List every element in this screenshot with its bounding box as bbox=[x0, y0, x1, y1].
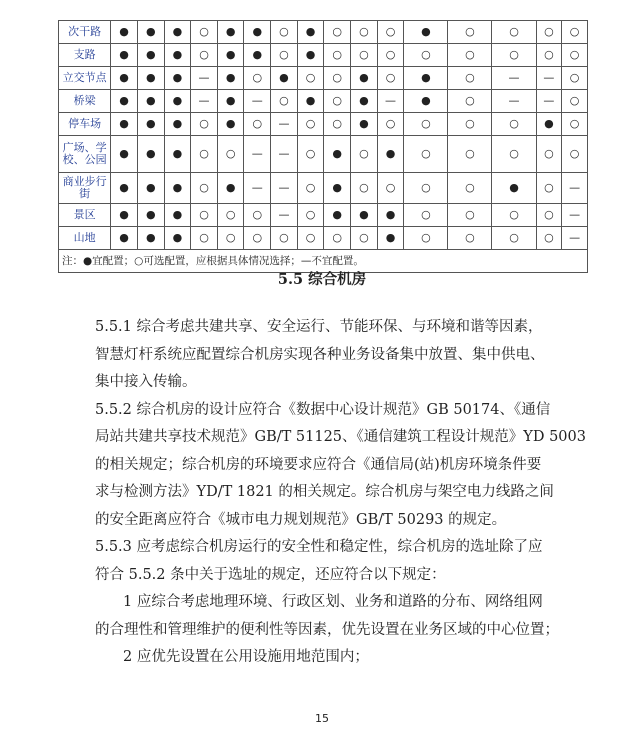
para-line: 1 应综合考虑地理环境、行政区划、业务和道路的分布、网络组网 bbox=[123, 594, 543, 610]
table-cell: ● bbox=[244, 21, 271, 44]
table-cell: ● bbox=[111, 227, 138, 250]
row-label: 支路 bbox=[59, 44, 111, 67]
table-cell: ● bbox=[377, 204, 404, 227]
row-label: 广场、学校、公园 bbox=[59, 136, 111, 173]
table-cell: ○ bbox=[297, 67, 324, 90]
para-line: 求与检测方法》YD/T 1821 的相关规定。综合机房与架空电力线路之间 bbox=[95, 484, 554, 500]
table-cell: ○ bbox=[404, 173, 448, 204]
table-cell: ○ bbox=[217, 204, 244, 227]
table-cell: ● bbox=[351, 67, 378, 90]
table-cell: ○ bbox=[492, 204, 536, 227]
table-cell: ● bbox=[111, 173, 138, 204]
table-cell: ● bbox=[137, 136, 164, 173]
table-cell: ○ bbox=[404, 136, 448, 173]
para-line: 集中接入传输。 bbox=[95, 374, 197, 390]
table-cell: — bbox=[271, 136, 298, 173]
table-cell: ○ bbox=[324, 67, 351, 90]
table-cell: ○ bbox=[536, 204, 562, 227]
table-cell: ● bbox=[137, 44, 164, 67]
table-cell: ○ bbox=[271, 90, 298, 113]
table-cell: ● bbox=[404, 90, 448, 113]
table-cell: ○ bbox=[448, 44, 492, 67]
row-label: 次干路 bbox=[59, 21, 111, 44]
table-cell: ○ bbox=[324, 113, 351, 136]
table-cell: ● bbox=[244, 44, 271, 67]
table-cell: ○ bbox=[324, 44, 351, 67]
table-cell: ● bbox=[111, 21, 138, 44]
table-cell: ● bbox=[217, 90, 244, 113]
table-cell: ● bbox=[324, 136, 351, 173]
table-cell: ● bbox=[164, 44, 191, 67]
table-cell: ○ bbox=[562, 113, 588, 136]
table-cell: — bbox=[492, 67, 536, 90]
table-cell: ○ bbox=[271, 21, 298, 44]
table-cell: ○ bbox=[377, 67, 404, 90]
table-cell: ○ bbox=[191, 44, 218, 67]
table-cell: ○ bbox=[191, 204, 218, 227]
para-line: 5.5.1 综合考虑共建共享、安全运行、节能环保、与环境和谐等因素， bbox=[95, 319, 543, 335]
table-cell: — bbox=[536, 90, 562, 113]
table-cell: ○ bbox=[244, 67, 271, 90]
table-cell: ○ bbox=[562, 136, 588, 173]
table-cell: ● bbox=[164, 227, 191, 250]
table-cell: — bbox=[191, 90, 218, 113]
table-cell: ○ bbox=[404, 44, 448, 67]
table-cell: ● bbox=[351, 90, 378, 113]
table-cell: ● bbox=[111, 113, 138, 136]
table-cell: ○ bbox=[377, 21, 404, 44]
table-cell: ○ bbox=[536, 136, 562, 173]
table-cell: ● bbox=[137, 113, 164, 136]
table-cell: — bbox=[191, 67, 218, 90]
table-cell: ○ bbox=[562, 44, 588, 67]
table-cell: ○ bbox=[448, 21, 492, 44]
table-cell: ● bbox=[217, 44, 244, 67]
table-cell: ○ bbox=[448, 90, 492, 113]
table-cell: ● bbox=[164, 90, 191, 113]
row-label: 景区 bbox=[59, 204, 111, 227]
table-cell: — bbox=[377, 90, 404, 113]
table-cell: ● bbox=[137, 67, 164, 90]
table-cell: — bbox=[562, 173, 588, 204]
table-cell: ○ bbox=[448, 227, 492, 250]
table-cell: ● bbox=[324, 173, 351, 204]
para-line: 的合理性和管理维护的便利性等因素，优先设置在业务区域的中心位置； bbox=[95, 621, 559, 638]
table-cell: ○ bbox=[448, 113, 492, 136]
table-cell: ○ bbox=[377, 44, 404, 67]
table-cell: — bbox=[271, 173, 298, 204]
table-cell: ○ bbox=[562, 90, 588, 113]
para-line: 智慧灯杆系统应配置综合机房实现各种业务设备集中放置、集中供电、 bbox=[95, 346, 545, 363]
table-cell: ○ bbox=[271, 227, 298, 250]
table-cell: ● bbox=[111, 44, 138, 67]
table-cell: ● bbox=[324, 204, 351, 227]
table-cell: ○ bbox=[297, 227, 324, 250]
table-cell: ● bbox=[137, 204, 164, 227]
configuration-table bbox=[58, 20, 588, 273]
table-cell: ○ bbox=[404, 113, 448, 136]
table-cell: ● bbox=[297, 44, 324, 67]
table-cell: ● bbox=[111, 67, 138, 90]
table-cell: ○ bbox=[217, 136, 244, 173]
table-cell: ● bbox=[536, 113, 562, 136]
table-cell: ● bbox=[297, 21, 324, 44]
row-label: 商业步行街 bbox=[59, 173, 111, 204]
table-cell: ● bbox=[164, 204, 191, 227]
table-row bbox=[59, 136, 588, 173]
row-label: 桥梁 bbox=[59, 90, 111, 113]
table-row bbox=[59, 67, 588, 90]
table-cell: ○ bbox=[191, 21, 218, 44]
table-cell: ○ bbox=[324, 227, 351, 250]
table-cell: ○ bbox=[297, 113, 324, 136]
table-cell: ● bbox=[351, 204, 378, 227]
para-line: 的相关规定；综合机房的环境要求应符合《通信局(站)机房环境条件要 bbox=[95, 456, 542, 473]
table-cell: ○ bbox=[404, 204, 448, 227]
table-row bbox=[59, 44, 588, 67]
table-cell: ○ bbox=[244, 204, 271, 227]
table-cell: ○ bbox=[191, 227, 218, 250]
table-row bbox=[59, 113, 588, 136]
table-cell: ○ bbox=[351, 136, 378, 173]
table-cell: ○ bbox=[191, 113, 218, 136]
table-cell: ● bbox=[217, 67, 244, 90]
table-cell: ● bbox=[164, 173, 191, 204]
table-cell: ○ bbox=[244, 227, 271, 250]
table-cell: ○ bbox=[351, 227, 378, 250]
table-cell: ○ bbox=[324, 90, 351, 113]
table-cell: ○ bbox=[536, 21, 562, 44]
table-cell: ○ bbox=[351, 173, 378, 204]
table-cell: ○ bbox=[448, 173, 492, 204]
table-cell: ○ bbox=[297, 136, 324, 173]
table-cell: ● bbox=[217, 113, 244, 136]
table-cell: ● bbox=[404, 21, 448, 44]
table-cell: — bbox=[492, 90, 536, 113]
table-cell: ● bbox=[164, 67, 191, 90]
table-row bbox=[59, 90, 588, 113]
table-cell: — bbox=[271, 113, 298, 136]
table-cell: ● bbox=[111, 90, 138, 113]
table-body bbox=[59, 21, 588, 273]
table-cell: ○ bbox=[244, 113, 271, 136]
para-line: 局站共建共享技术规范》GB/T 51125、《通信建筑工程设计规范》YD 5003 bbox=[95, 429, 586, 445]
table-cell: ● bbox=[377, 227, 404, 250]
table-cell: ○ bbox=[404, 227, 448, 250]
table-cell: ○ bbox=[536, 44, 562, 67]
page-number: 15 bbox=[315, 712, 329, 725]
table-cell: ○ bbox=[217, 227, 244, 250]
table-cell: ○ bbox=[536, 227, 562, 250]
table-cell: ○ bbox=[297, 173, 324, 204]
table-cell: — bbox=[562, 227, 588, 250]
table-cell: ● bbox=[164, 21, 191, 44]
table-cell: ● bbox=[137, 21, 164, 44]
table-cell: ○ bbox=[271, 44, 298, 67]
table-cell: — bbox=[244, 136, 271, 173]
table-cell: — bbox=[244, 173, 271, 204]
table-cell: ● bbox=[217, 173, 244, 204]
table-cell: ● bbox=[404, 67, 448, 90]
table-cell: ● bbox=[492, 173, 536, 204]
table-cell: — bbox=[536, 67, 562, 90]
table-cell: ○ bbox=[448, 67, 492, 90]
table-cell: ○ bbox=[351, 21, 378, 44]
table-cell: ● bbox=[164, 136, 191, 173]
table-cell: ● bbox=[351, 113, 378, 136]
table-cell: ○ bbox=[562, 21, 588, 44]
table-cell: ● bbox=[377, 136, 404, 173]
table-cell: ○ bbox=[377, 113, 404, 136]
table-cell: — bbox=[562, 204, 588, 227]
table-cell: ○ bbox=[324, 21, 351, 44]
table-cell: — bbox=[271, 204, 298, 227]
table-cell: ○ bbox=[492, 136, 536, 173]
table-note: 注：●宜配置；○可选配置，应根据具体情况选择；—不宜配置。 bbox=[59, 250, 588, 273]
table-cell: ● bbox=[297, 90, 324, 113]
row-label: 山地 bbox=[59, 227, 111, 250]
table-cell: ○ bbox=[492, 44, 536, 67]
table-row bbox=[59, 21, 588, 44]
para-line: 的安全距离应符合《城市电力规划规范》GB/T 50293 的规定。 bbox=[95, 511, 507, 528]
table-cell: ○ bbox=[492, 113, 536, 136]
para-line: 5.5.2 综合机房的设计应符合《数据中心设计规范》GB 50174、《通信 bbox=[95, 401, 551, 418]
table-cell: — bbox=[244, 90, 271, 113]
table-row bbox=[59, 204, 588, 227]
para-line: 5.5.3 应考虑综合机房运行的安全性和稳定性，综合机房的选址除了应 bbox=[95, 539, 543, 555]
table-row bbox=[59, 173, 588, 204]
table-cell: ○ bbox=[351, 44, 378, 67]
table-cell: ○ bbox=[377, 173, 404, 204]
table-cell: ● bbox=[164, 113, 191, 136]
table-cell: ○ bbox=[448, 204, 492, 227]
table-cell: ● bbox=[217, 21, 244, 44]
table-cell: ○ bbox=[492, 227, 536, 250]
table-cell: ○ bbox=[562, 67, 588, 90]
table-cell: ○ bbox=[191, 136, 218, 173]
row-label: 立交节点 bbox=[59, 67, 111, 90]
section-title: 5.5 综合机房 bbox=[277, 271, 367, 288]
table-cell: ● bbox=[111, 204, 138, 227]
row-label: 停车场 bbox=[59, 113, 111, 136]
table-cell: ○ bbox=[536, 173, 562, 204]
table-cell: ○ bbox=[492, 21, 536, 44]
para-line: 符合 5.5.2 条中关于选址的规定，还应符合以下规定： bbox=[95, 566, 446, 583]
table-cell: ● bbox=[271, 67, 298, 90]
table-cell: ● bbox=[137, 90, 164, 113]
table-cell: ● bbox=[137, 173, 164, 204]
table-cell: ○ bbox=[448, 136, 492, 173]
para-line: 2 应优先设置在公用设施用地范围内； bbox=[123, 649, 369, 665]
table-cell: ○ bbox=[297, 204, 324, 227]
table-cell: ● bbox=[137, 227, 164, 250]
table-row bbox=[59, 227, 588, 250]
table-cell: ● bbox=[111, 136, 138, 173]
table-cell: ○ bbox=[191, 173, 218, 204]
